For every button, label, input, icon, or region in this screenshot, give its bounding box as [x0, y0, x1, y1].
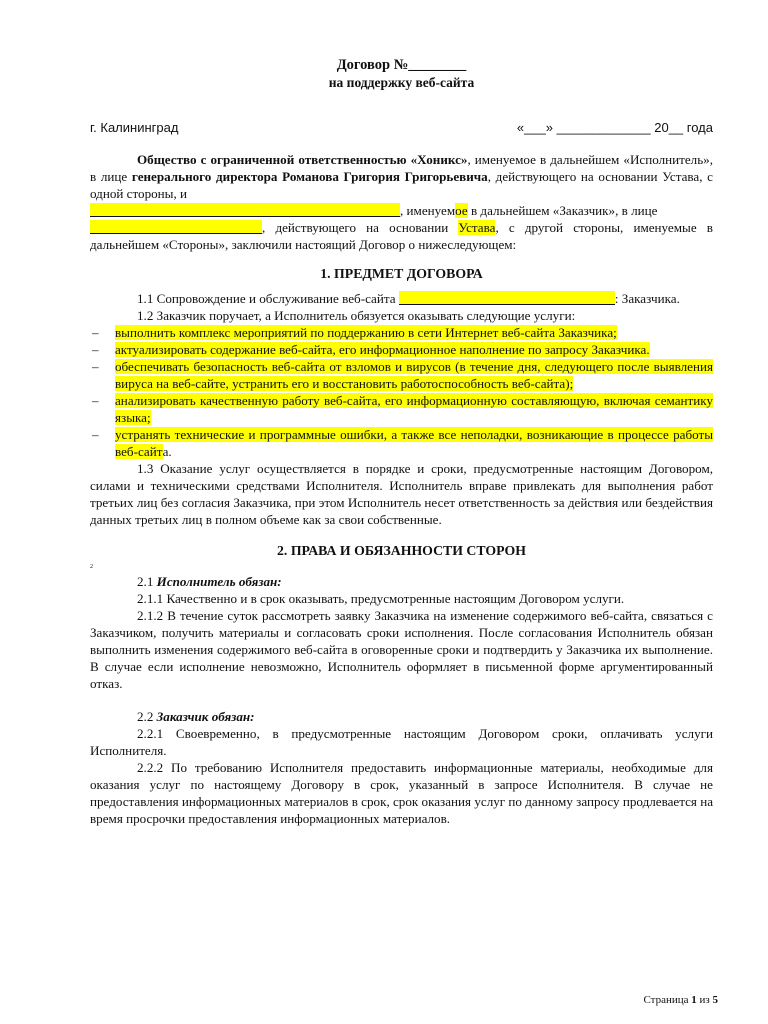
clause-1-1: 1.1 Сопровождение и обслуживание веб-сайта : Заказчика. [137, 291, 680, 306]
service-item: – обеспечивать безопасность веб-сайта от взломов и вирусов (в течение дня, следующего после выявления вируса на веб-сайте, устранить его и восстановить работоспособность веб-сайта); [92, 359, 713, 391]
clause-2-2-2: 2.2.2 По требованию Исполнителя предоставить информационные материалы, необходимые для оказания услуг по настоящему Договору в срок, указанный в запросе Исполнителя. В случае не предоставления информационных материалов в срок, срок оказания услуг по данному запросу продлевается на время просрочки предоставления информационных материалов. [90, 760, 714, 826]
document-body [90, 56, 713, 827]
clause-1-2: 1.2 Заказчик поручает, а Исполнитель обязуется оказывать следующие услуги: [137, 308, 576, 323]
section-1-heading: 1. ПРЕДМЕТ ДОГОВОРА [320, 266, 483, 281]
executor-director: генерального директора Романова Григория Григорьевича [131, 169, 488, 184]
service-item: – устранять технические и программные ошибки, а также все неполадки, возникающие в процессе работы веб-сайта. [92, 427, 713, 459]
city: г. Калининград [90, 120, 179, 135]
contract-title: Договор №________ [336, 57, 467, 73]
contract-date: «___» _____________ 20__ года [516, 120, 713, 135]
footnote-mark: 2 [90, 564, 93, 570]
customer-representative-blank[interactable] [90, 220, 262, 234]
clause-2-1: 2.1 Исполнитель обязан: [137, 574, 282, 589]
preamble-paragraph: Общество с ограниченной ответственностью «Хоникс», именуемое в дальнейшем «Исполнитель», в лице генерального директора Романова Григория Григорьевича, действующего на основании Устава, с одной стороны, и , именуемое в дальнейшем «Заказчик», в лице , действующего на основании Устава, с другой стороны, именуемые в дальнейшем «Стороны», заключили настоящий Договор о нижеследующем: [90, 152, 714, 252]
clause-2-2: 2.2 Заказчик обязан: [137, 709, 255, 724]
service-item: – анализировать качественную работу веб-сайта, его информационную составляющую, включая семантику языка; [92, 393, 713, 425]
service-item: – актуализировать содержание веб-сайта, его информационное наполнение по запросу Заказчика. [92, 342, 650, 357]
contract-subtitle: на поддержку веб-сайта [328, 75, 475, 90]
city-date-line [90, 119, 713, 136]
customer-name-blank[interactable] [90, 203, 400, 217]
clause-1-3: 1.3 Оказание услуг осуществляется в порядке и сроки, предусмотренные настоящим Договором, силами и техническими средствами Исполнителя. Исполнитель вправе привлекать для выполнения работ третьих лиц без согласия Заказчика, при этом Исполнитель несет ответственность за действия или бездействия данных третьих лиц в полном объеме как за свои собственные. [90, 461, 713, 527]
clause-2-1-1: 2.1.1 Качественно и в срок оказывать, предусмотренные настоящим Договором услуги. [137, 591, 625, 606]
section-2-heading: 2. ПРАВА И ОБЯЗАННОСТИ СТОРОН [277, 543, 526, 558]
page-number: Страница 1 из 5 [643, 994, 718, 1006]
executor-name: Общество с ограниченной ответственностью «Хоникс» [137, 152, 468, 167]
service-item: – выполнить комплекс мероприятий по поддержанию в сети Интернет веб-сайта Заказчика; [92, 325, 617, 340]
clause-2-2-1: 2.2.1 Своевременно, в предусмотренные настоящим Договором сроки, оплачивать услуги Исполнителя. [90, 726, 713, 758]
clause-2-1-2: 2.1.2 В течение суток рассмотреть заявку Заказчика на изменение содержимого веб-сайта, связаться с Заказчиком, получить материалы и согласовать сроки исполнения. После согласования Исполнитель обязан выполнить изменения содержимого веб-сайта в оговоренные сроки и подтвердить у Заказчика их выполнение. В случае если исполнение невозможно, Исполнитель оформляет в письменной форме аргументированный отказ. [90, 608, 713, 691]
website-address-blank[interactable] [399, 291, 615, 305]
